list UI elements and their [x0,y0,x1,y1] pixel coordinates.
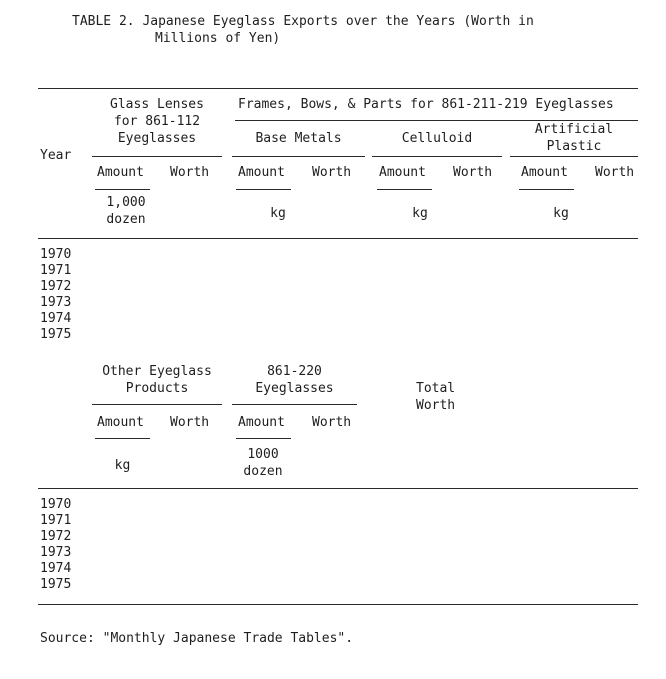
artificial-group-rule [510,156,638,157]
celluloid-worth-header: Worth [453,165,493,180]
glass-lenses-header-1: Glass Lenses [110,97,204,112]
table1-header-rule [38,238,638,239]
other-products-group-rule [92,404,222,405]
source-note: Source: "Monthly Japanese Trade Tables". [40,631,354,646]
eyeglasses-220-header-2: Eyeglasses [255,381,334,396]
total-worth-header-2: Worth [416,398,456,413]
year-cell: 1974 [40,561,72,576]
other-products-header-2: Products [125,381,189,396]
eyeglasses-amount-underline [236,438,291,439]
frames-header-rule [235,120,638,121]
frames-header: Frames, Bows, & Parts for 861-211-219 Eyeglasses [238,97,614,112]
eyeglasses-220-group-rule [232,404,357,405]
glass-unit-2: dozen [106,212,146,227]
base-metals-unit: kg [270,206,286,221]
year-cell: 1973 [40,295,72,310]
table1-top-rule [38,88,638,89]
other-amount-header: Amount [97,415,144,430]
artificial-amount-underline [519,189,574,190]
artificial-worth-header: Worth [595,165,635,180]
eyeglasses-220-header-1: 861-220 [267,364,322,379]
year-cell: 1970 [40,247,72,262]
glass-unit-1: 1,000 [106,195,146,210]
total-worth-header-1: Total [416,381,456,396]
glass-lenses-header-2: for 861-112 [113,114,201,129]
year-cell: 1972 [40,529,72,544]
celluloid-amount-header: Amount [379,165,426,180]
year-cell: 1971 [40,513,72,528]
artificial-amount-header: Amount [521,165,568,180]
glass-group-rule [92,156,222,157]
other-products-header-1: Other Eyeglass [102,364,212,379]
year-cell: 1975 [40,327,72,342]
year-cell: 1974 [40,311,72,326]
year-cell: 1971 [40,263,72,278]
artificial-unit: kg [553,206,569,221]
base-metals-worth-header: Worth [312,165,352,180]
base-metals-group-rule [232,156,365,157]
eyeglasses-unit-2: dozen [243,464,283,479]
eyeglasses-unit-1: 1000 [247,447,279,462]
year-cell: 1975 [40,577,72,592]
table2-bottom-rule [38,604,638,605]
eyeglasses-worth-header: Worth [312,415,352,430]
year-cell: 1972 [40,279,72,294]
base-metals-amount-header: Amount [238,165,285,180]
artificial-plastic-header-1: Artificial [534,122,614,137]
artificial-plastic-header-2: Plastic [546,139,602,154]
celluloid-unit: kg [412,206,428,221]
other-worth-header: Worth [170,415,210,430]
table2-header-rule [38,488,638,489]
glass-amount-header: Amount [97,165,144,180]
year-cell: 1970 [40,497,72,512]
eyeglasses-amount-header: Amount [238,415,285,430]
table-title-line-1: TABLE 2. Japanese Eyeglass Exports over the Years (Worth in [72,14,534,29]
celluloid-header: Celluloid [401,131,473,146]
year-header: Year [40,148,72,163]
glass-amount-underline [95,189,150,190]
glass-worth-header: Worth [170,165,210,180]
other-unit: kg [114,458,131,473]
base-metals-header: Base Metals [255,131,342,146]
base-metals-amount-underline [236,189,291,190]
year-cell: 1973 [40,545,72,560]
table-title-line-2: Millions of Yen) [155,31,281,46]
other-amount-underline [95,438,150,439]
celluloid-amount-underline [377,189,432,190]
glass-lenses-header-3: Eyeglasses [117,131,197,146]
celluloid-group-rule [372,156,502,157]
